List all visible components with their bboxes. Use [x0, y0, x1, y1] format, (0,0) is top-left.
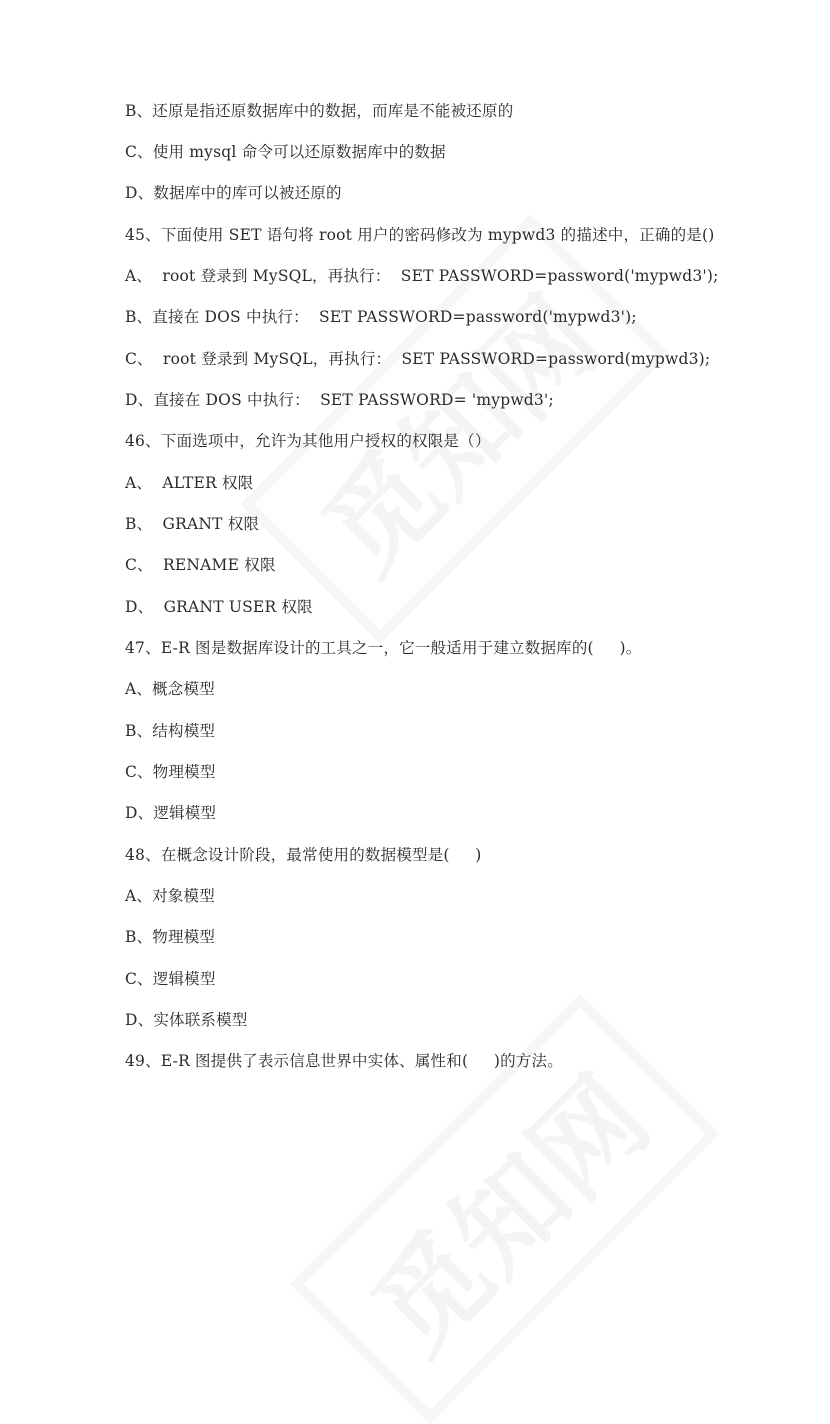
- answer-option: B、物理模型: [125, 928, 216, 946]
- answer-option: B、直接在 DOS 中执行： SET PASSWORD=password('mypwd3');: [125, 308, 637, 326]
- answer-option: B、 GRANT 权限: [125, 515, 260, 533]
- answer-option: C、使用 mysql 命令可以还原数据库中的数据: [125, 143, 446, 161]
- answer-option: C、逻辑模型: [125, 970, 216, 988]
- question-stem: 48、在概念设计阶段，最常使用的数据模型是( ): [125, 846, 482, 864]
- answer-option: A、 ALTER 权限: [125, 474, 254, 492]
- question-stem: 45、下面使用 SET 语句将 root 用户的密码修改为 mypwd3 的描述中，正确的是(): [125, 226, 715, 244]
- answer-option: B、还原是指还原数据库中的数据，而库是不能被还原的: [125, 102, 514, 120]
- answer-option: D、实体联系模型: [125, 1011, 248, 1029]
- question-stem: 46、下面选项中，允许为其他用户授权的权限是（）: [125, 432, 491, 450]
- answer-option: D、 GRANT USER 权限: [125, 598, 313, 616]
- question-stem: 47、E-R 图是数据库设计的工具之一，它一般适用于建立数据库的( )。: [125, 639, 642, 657]
- answer-option: A、对象模型: [125, 887, 215, 905]
- answer-option: C、物理模型: [125, 763, 216, 781]
- answer-option: D、数据库中的库可以被还原的: [125, 184, 342, 202]
- answer-option: C、 root 登录到 MySQL，再执行： SET PASSWORD=password(mypwd3);: [125, 350, 711, 368]
- answer-option: A、概念模型: [125, 680, 215, 698]
- answer-option: B、结构模型: [125, 722, 216, 740]
- answer-option: A、 root 登录到 MySQL，再执行： SET PASSWORD=password('mypwd3');: [125, 267, 719, 285]
- answer-option: D、逻辑模型: [125, 804, 217, 822]
- answer-option: D、直接在 DOS 中执行： SET PASSWORD= 'mypwd3';: [125, 391, 554, 409]
- question-stem: 49、E-R 图提供了表示信息世界中实体、属性和( )的方法。: [125, 1052, 563, 1070]
- answer-option: C、 RENAME 权限: [125, 556, 276, 574]
